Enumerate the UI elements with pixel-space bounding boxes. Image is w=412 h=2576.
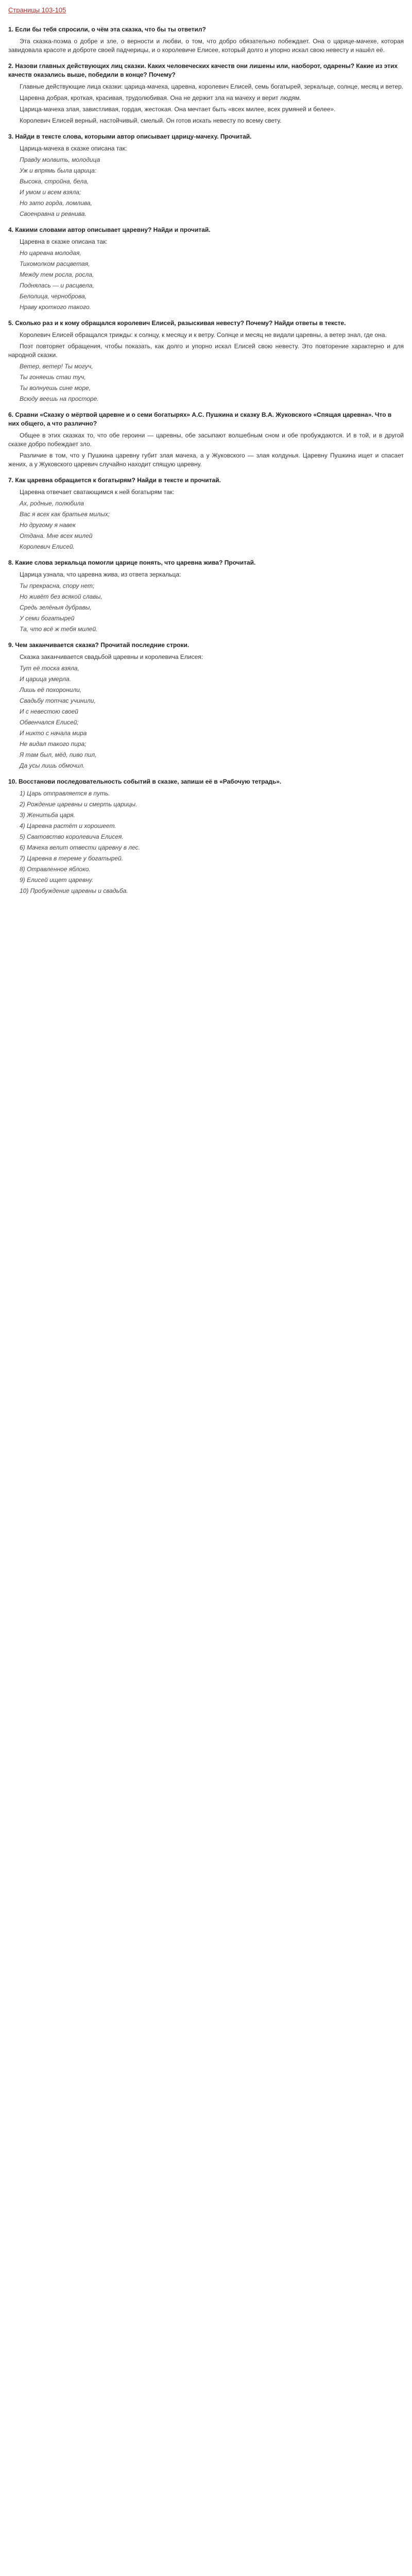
questions-container (8, 25, 404, 895)
answer-paragraph: Эта сказка-поэма о добре и зле, о верности и любви, о том, что добро обязательно побеждает. Она о царице-мачехе, которая завидовала красоте и доброте своей падчерицы, и о королевиче Елисее, который долго и упорно искал свою невесту и нашёл её. (8, 38, 404, 54)
question-block (8, 411, 404, 469)
verse-line: Ветер, ветер! Ты могуч, (20, 363, 93, 370)
question-title: 1. Если бы тебя спросили, о чём эта сказка, что бы ты ответил? (8, 26, 206, 33)
question-block (8, 319, 404, 403)
question-title: 9. Чем заканчивается сказка? Прочитай последние строки. (8, 641, 190, 649)
question-block (8, 558, 404, 634)
verse-line: Отдана. Мне всех милей (20, 532, 93, 539)
question-title: 7. Как царевна обращается к богатырям? Найди в тексте и прочитай. (8, 477, 221, 484)
verse-line: Тут её тоска взяла, (20, 665, 79, 672)
question-title: 3. Найди в тексте слова, которыми автор описывает царицу-мачеху. Прочитай. (8, 133, 252, 140)
answer-paragraph: Поэт повторяет обращения, чтобы показать, как долго и упорно искал Елисей свою невесту. Это повторение характерно и для народной сказки. (8, 343, 404, 359)
verse-line: Да усы лишь обмочил. (20, 762, 85, 769)
verse-line: И умом и всем взяла; (20, 189, 81, 196)
verse-line: Правду молвить, молодица (20, 156, 100, 163)
verse-line: Королевич Елисей. (20, 543, 75, 550)
question-block (8, 476, 404, 551)
verse-line: Но другому я навек (20, 521, 76, 529)
answer-paragraph: Царевна в сказке описана так: (20, 238, 108, 245)
question-block (8, 641, 404, 770)
pages-link[interactable]: Страницы 103-105 (8, 6, 66, 14)
question-title: 2. Назови главных действующих лиц сказки. Каких человеческих качеств они лишены или, наоборот, одарены? Какие из этих качеств оказались выше, победили в конце? Почему? (8, 62, 398, 78)
question-block (8, 25, 404, 55)
verse-line: 3) Женитьба царя. (20, 811, 75, 819)
answer-paragraph: Сказка заканчивается свадьбой царевны и королевича Елисея: (20, 653, 203, 660)
verse-line: Всюду веешь на просторе. (20, 395, 99, 402)
answer-paragraph: Царевна отвечает сватающимся к ней богатырям так: (20, 488, 175, 496)
verse-line: Тихомолком расцветая, (20, 260, 90, 267)
verse-line: Средь зелёныя дубравы, (20, 604, 92, 611)
answer-paragraph: Царевна добрая, кроткая, красивая, трудолюбивая. Она не держит зла на мачеху и верит людям. (20, 94, 301, 101)
question-block (8, 132, 404, 218)
verse-line: Но царевна молодая, (20, 249, 81, 257)
answer-paragraph: Царица узнала, что царевна жива, из ответа зеркальца: (20, 571, 181, 578)
verse-line: Высока, стройна, бела, (20, 178, 89, 185)
verse-line: Не видал такого пира; (20, 740, 87, 748)
verse-line: Уж и впрямь была царица: (20, 167, 97, 174)
verse-line: Лишь её похоронили, (20, 686, 82, 693)
question-block (8, 62, 404, 125)
verse-line: Вас я всех как братьев милых; (20, 511, 110, 518)
verse-line: 6) Мачеха велит отвести царевну в лес. (20, 844, 140, 851)
question-title: 6. Сравни «Сказку о мёртвой царевне и о семи богатырях» А.С. Пушкина и сказку В.А. Жуковского «Спящая царевна». Что в них общего, а что различно? (8, 411, 392, 427)
answer-paragraph: Различие в том, что у Пушкина царевну губит злая мачеха, а у Жуковского — злая колдунья. Царевну Пушкина ищет и спасает жених, а у Жуковского царевич случайно находит спящую царевну. (8, 452, 404, 468)
answer-paragraph: Общее в этих сказках то, что обе героини — царевны, обе засыпают волшебным сном и обе пробуждаются. И в той, и в другой сказке добро побеждает зло. (8, 432, 404, 448)
answer-paragraph: Царица-мачеха в сказке описана так: (20, 145, 127, 152)
verse-line: Но живёт без всякой славы, (20, 593, 102, 600)
question-block (8, 777, 404, 895)
verse-line: 8) Отравленное яблоко. (20, 866, 91, 873)
verse-line: Белолица, черноброва, (20, 293, 87, 300)
question-title: 8. Какие слова зеркальца помогли царице понять, что царевна жива? Прочитай. (8, 559, 256, 566)
verse-line: 2) Рождение царевны и смерть царицы. (20, 801, 138, 808)
verse-line: 9) Елисей ищет царевну. (20, 876, 94, 884)
verse-line: Я там был, мёд, пиво пил, (20, 751, 97, 758)
verse-line: И с невестою своей (20, 708, 78, 715)
verse-line: Та, что всё ж тебя милей. (20, 625, 98, 633)
verse-line: 10) Пробуждение царевны и свадьба. (20, 887, 128, 894)
verse-line: И царица умерла. (20, 675, 72, 683)
verse-line: 5) Сватовство королевича Елисея. (20, 833, 124, 840)
verse-line: Ты волнуешь сине море, (20, 384, 91, 392)
verse-line: Но зато горда, ломлива, (20, 199, 92, 207)
verse-line: Нраву кроткого такого. (20, 303, 92, 311)
question-title: 4. Какими словами автор описывает царевну? Найди и прочитай. (8, 226, 211, 233)
verse-line: Обвенчался Елисей; (20, 719, 79, 726)
answer-paragraph: Королевич Елисей обращался трижды: к солнцу, к месяцу и к ветру. Солнце и месяц не видали царевны, а ветер знал, где она. (20, 331, 387, 338)
verse-line: У семи богатырей (20, 615, 75, 622)
question-title: 10. Восстанови последовательность событий в сказке, запиши её в «Рабочую тетрадь». (8, 778, 282, 785)
answer-paragraph: Королевич Елисей верный, настойчивый, смелый. Он готов искать невесту по всему свету. (20, 117, 282, 124)
verse-line: 7) Царевна в тереме у богатырей. (20, 855, 124, 862)
verse-line: 4) Царевна растёт и хорошеет. (20, 822, 116, 829)
verse-line: Своенравна и ревнива. (20, 210, 87, 217)
question-title: 5. Сколько раз и к кому обращался королевич Елисей, разыскивая невесту? Почему? Найди ответы в тексте. (8, 319, 346, 327)
question-block (8, 226, 404, 312)
verse-line: Ты гоняешь стаи туч, (20, 374, 86, 381)
verse-line: Ты прекрасна, спору нет; (20, 582, 95, 589)
verse-line: Ах, родные, полюбила (20, 500, 84, 507)
verse-line: И никто с начала мира (20, 730, 87, 737)
verse-line: Поднялась — и расцвела, (20, 282, 94, 289)
verse-line: Свадьбу тотчас учинили, (20, 697, 96, 704)
verse-line: 1) Царь отправляется в путь. (20, 790, 110, 797)
verse-line: Между тем росла, росла, (20, 271, 94, 278)
answer-paragraph: Главные действующие лица сказки: царица-мачеха, царевна, королевич Елисей, семь богатырей, зеркальце, солнце, месяц и ветер. (20, 83, 404, 90)
answer-paragraph: Царица-мачеха злая, завистливая, гордая, жестокая. Она мечтает быть «всех милее, всех румяней и белее». (20, 106, 336, 113)
